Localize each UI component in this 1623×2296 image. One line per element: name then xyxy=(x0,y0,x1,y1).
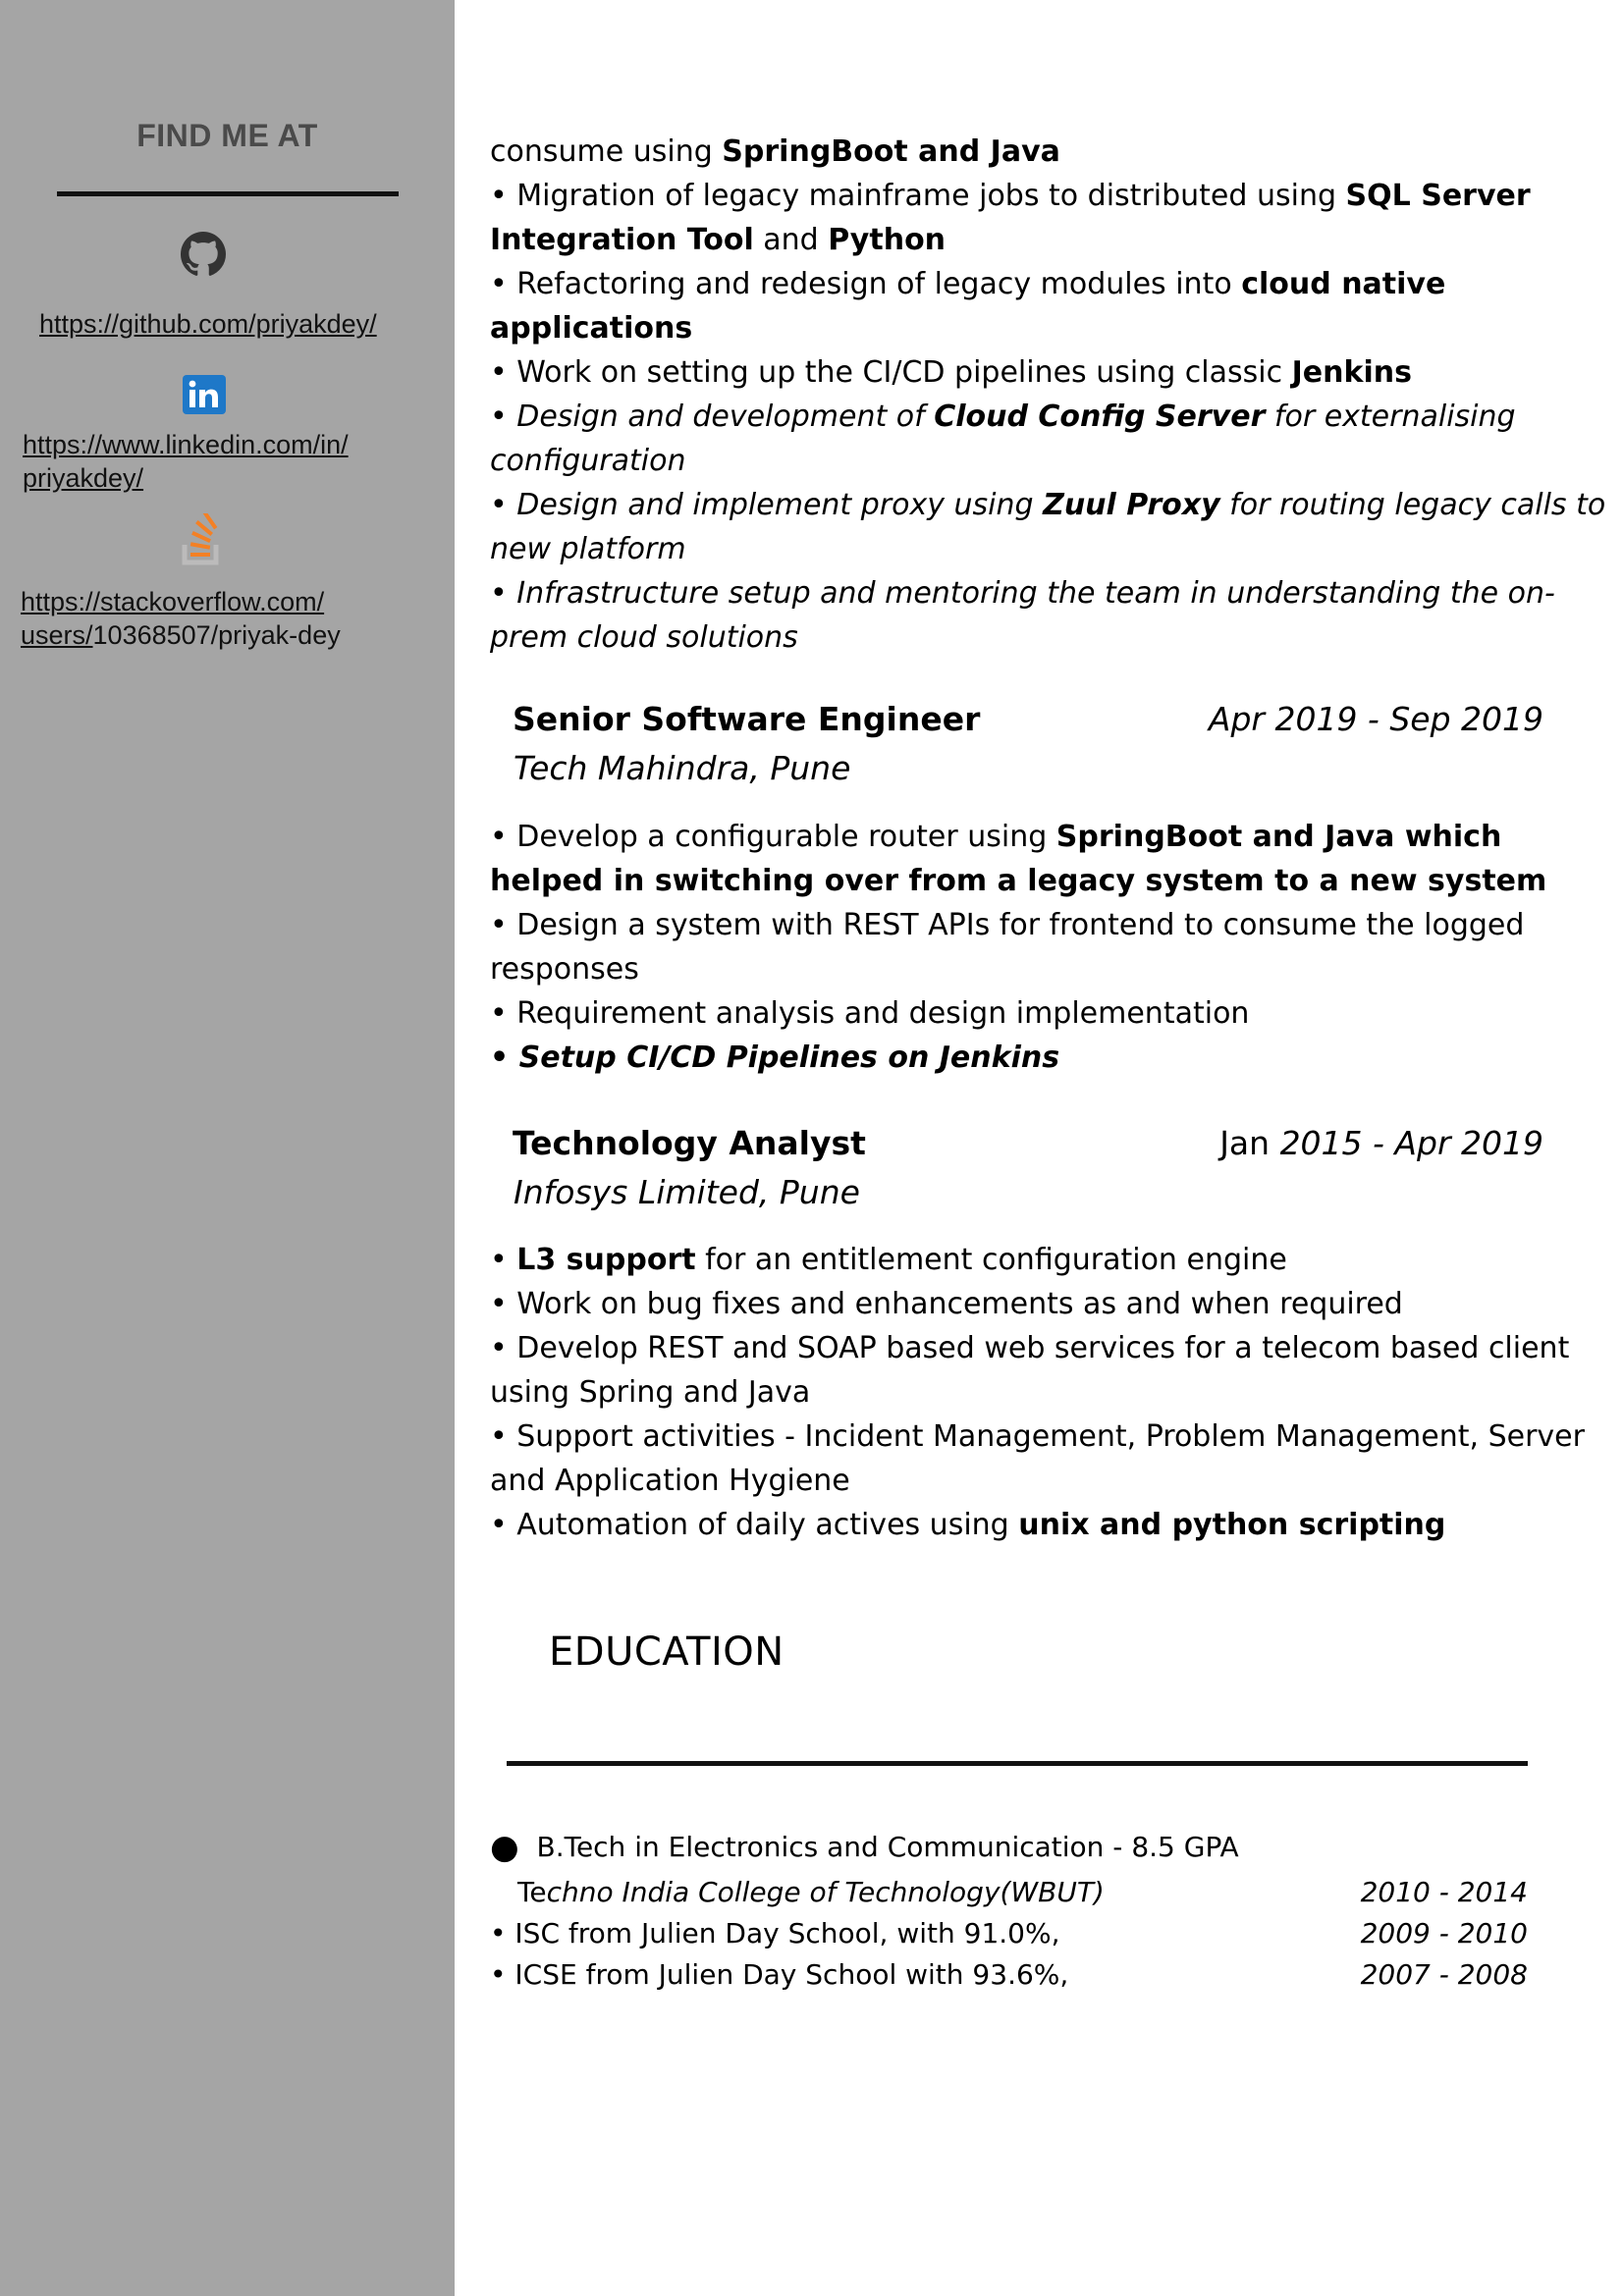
college-line: Techno India College of Technology(WBUT) xyxy=(517,1876,1105,1908)
linkedin-url-line1[interactable]: https://www.linkedin.com/in/ xyxy=(23,430,349,459)
stackoverflow-url-line1[interactable]: https://stackoverflow.com/ xyxy=(21,587,325,616)
list-item: • Setup CI/CD Pipelines on Jenkins xyxy=(490,1041,1060,1075)
linkedin-url-line2[interactable]: priyakdey/ xyxy=(23,463,144,493)
list-item: • Work on setting up the CI/CD pipelines using classic Jenkins xyxy=(490,355,1412,390)
list-item: • Design and implement proxy using Zuul Proxy for routing legacy calls to new platform xyxy=(490,488,1606,566)
isc-dates: 2009 - 2010 xyxy=(1360,1917,1528,1949)
education-heading: EDUCATION xyxy=(549,1629,784,1675)
find-me-heading: FIND ME AT xyxy=(136,118,318,153)
main-content xyxy=(455,0,1623,2296)
linkedin-link[interactable] xyxy=(23,428,349,495)
job-dates: Jan 2015 - Apr 2019 xyxy=(1219,1124,1543,1162)
job-company: Tech Mahindra, Pune xyxy=(514,749,851,787)
previous-job-bullets xyxy=(490,130,1609,660)
list-item: • Design a system with REST APIs for frontend to consume the logged responses xyxy=(490,908,1525,987)
isc-line: • ISC from Julien Day School, with 91.0%, xyxy=(490,1917,1060,1949)
list-item: • Support activities - Incident Management, Problem Management, Server and Application Hygiene xyxy=(490,1419,1585,1498)
job-title: Technology Analyst xyxy=(513,1124,866,1162)
job-company: Infosys Limited, Pune xyxy=(514,1173,860,1211)
list-item: • Infrastructure setup and mentoring the team in understanding the on-prem cloud solutions xyxy=(490,576,1555,655)
stackoverflow-link[interactable] xyxy=(21,585,341,652)
stackoverflow-icon[interactable] xyxy=(181,513,226,566)
github-url[interactable]: https://github.com/priyakdey/ xyxy=(39,309,377,339)
list-item: consume using SpringBoot and Java xyxy=(490,134,1060,169)
college-dates: 2010 - 2014 xyxy=(1360,1876,1528,1908)
degree-line: ● B.Tech in Electronics and Communication - 8.5 GPA xyxy=(490,1828,1239,1867)
list-item: • Develop REST and SOAP based web services for a telecom based client using Spring and Java xyxy=(490,1331,1570,1410)
list-item: • Work on bug fixes and enhancements as and when required xyxy=(490,1287,1403,1321)
linkedin-icon[interactable] xyxy=(183,375,226,414)
stackoverflow-url-line2a[interactable]: users/ xyxy=(21,620,93,650)
list-item: • Develop a configurable router using SpringBoot and Java which helped in switching over from a legacy system to a new system xyxy=(490,820,1547,898)
list-item: • L3 support for an entitlement configuration engine xyxy=(490,1243,1287,1277)
github-icon[interactable] xyxy=(181,232,226,277)
github-link[interactable] xyxy=(39,307,377,341)
job-bullets xyxy=(490,815,1609,1080)
list-item: • Migration of legacy mainframe jobs to distributed using SQL Server Integration Tool and Python xyxy=(490,179,1531,257)
list-item: • Requirement analysis and design implementation xyxy=(490,996,1250,1031)
sidebar xyxy=(0,0,455,2296)
icse-dates: 2007 - 2008 xyxy=(1360,1958,1528,1991)
icse-line: • ICSE from Julien Day School with 93.6%, xyxy=(490,1958,1069,1991)
sidebar-divider xyxy=(57,191,399,196)
list-item: • Automation of daily actives using unix and python scripting xyxy=(490,1508,1446,1542)
degree: B.Tech in Electronics and Communication - 8.5 GPA xyxy=(536,1831,1239,1863)
list-item: • Design and development of Cloud Config Server for externalising configuration xyxy=(490,400,1516,478)
list-item: • Refactoring and redesign of legacy modules into cloud native applications xyxy=(490,267,1446,346)
job-bullets xyxy=(490,1238,1609,1547)
job-dates: Apr 2019 - Sep 2019 xyxy=(1208,700,1543,738)
stackoverflow-url-line2b[interactable]: 10368507/priyak-dey xyxy=(92,620,341,650)
education-divider xyxy=(507,1761,1528,1766)
job-title: Senior Software Engineer xyxy=(513,700,981,738)
